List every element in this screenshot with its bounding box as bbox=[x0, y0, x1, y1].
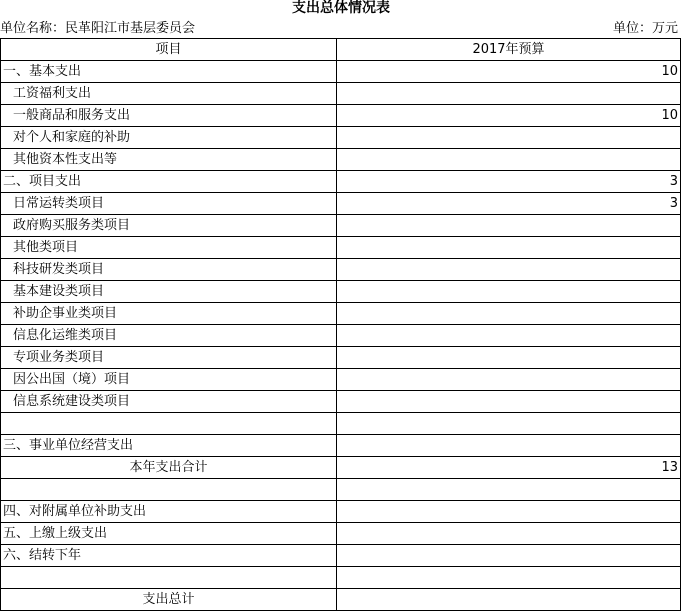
expenditure-table bbox=[0, 38, 681, 611]
table-body bbox=[1, 61, 681, 611]
column-header-item: 项目 bbox=[1, 39, 337, 61]
row-item-cell: 日常运转类项目 bbox=[1, 193, 337, 215]
row-item-cell: 本年支出合计 bbox=[1, 457, 337, 479]
row-item-cell: 一般商品和服务支出 bbox=[1, 105, 337, 127]
table-header-row bbox=[1, 39, 681, 61]
report-subheader bbox=[0, 19, 682, 38]
row-item-cell: 二、项目支出 bbox=[1, 171, 337, 193]
row-budget-cell bbox=[337, 523, 681, 545]
row-budget-cell bbox=[337, 413, 681, 435]
table-row bbox=[1, 435, 681, 457]
row-budget-cell bbox=[337, 501, 681, 523]
row-budget-cell bbox=[337, 83, 681, 105]
table-row bbox=[1, 501, 681, 523]
unit-measure-label: 单位：万元 bbox=[612, 21, 678, 36]
table-row bbox=[1, 347, 681, 369]
row-item-cell: 基本建设类项目 bbox=[1, 281, 337, 303]
row-budget-cell: 3 bbox=[337, 171, 681, 193]
row-budget-cell bbox=[337, 325, 681, 347]
page-title: 支出总体情况表 bbox=[292, 0, 390, 16]
row-budget-cell bbox=[337, 149, 681, 171]
table-row bbox=[1, 83, 681, 105]
row-item-cell: 支出总计 bbox=[1, 589, 337, 611]
table-row bbox=[1, 149, 681, 171]
unit-name-label: 单位名称：民革阳江市基层委员会 bbox=[0, 21, 196, 36]
table-row bbox=[1, 545, 681, 567]
row-item-cell: 四、对附属单位补助支出 bbox=[1, 501, 337, 523]
row-item-cell: 其他类项目 bbox=[1, 237, 337, 259]
table-row bbox=[1, 369, 681, 391]
table-row bbox=[1, 567, 681, 589]
row-budget-cell: 10 bbox=[337, 61, 681, 83]
table-row bbox=[1, 105, 681, 127]
table-row bbox=[1, 127, 681, 149]
table-row bbox=[1, 193, 681, 215]
row-budget-cell bbox=[337, 259, 681, 281]
table-row bbox=[1, 523, 681, 545]
row-budget-cell bbox=[337, 545, 681, 567]
row-budget-cell bbox=[337, 589, 681, 611]
row-item-cell: 对个人和家庭的补助 bbox=[1, 127, 337, 149]
row-item-cell: 科技研发类项目 bbox=[1, 259, 337, 281]
row-item-cell bbox=[1, 479, 337, 501]
row-item-cell: 五、上缴上级支出 bbox=[1, 523, 337, 545]
row-budget-cell bbox=[337, 237, 681, 259]
row-budget-cell bbox=[337, 391, 681, 413]
table-row bbox=[1, 171, 681, 193]
table-row bbox=[1, 215, 681, 237]
row-budget-cell bbox=[337, 281, 681, 303]
table-row bbox=[1, 303, 681, 325]
row-budget-cell bbox=[337, 567, 681, 589]
row-budget-cell bbox=[337, 435, 681, 457]
row-item-cell: 其他资本性支出等 bbox=[1, 149, 337, 171]
table-row bbox=[1, 413, 681, 435]
table-row bbox=[1, 237, 681, 259]
table-row bbox=[1, 259, 681, 281]
table-row bbox=[1, 281, 681, 303]
row-item-cell: 信息化运维类项目 bbox=[1, 325, 337, 347]
row-item-cell: 专项业务类项目 bbox=[1, 347, 337, 369]
table-row bbox=[1, 457, 681, 479]
row-item-cell: 六、结转下年 bbox=[1, 545, 337, 567]
row-item-cell: 政府购买服务类项目 bbox=[1, 215, 337, 237]
column-header-budget: 2017年预算 bbox=[337, 39, 681, 61]
row-budget-cell bbox=[337, 215, 681, 237]
row-item-cell: 工资福利支出 bbox=[1, 83, 337, 105]
row-budget-cell bbox=[337, 369, 681, 391]
table-row bbox=[1, 479, 681, 501]
row-budget-cell bbox=[337, 479, 681, 501]
row-item-cell: 一、基本支出 bbox=[1, 61, 337, 83]
row-item-cell bbox=[1, 413, 337, 435]
row-item-cell: 三、事业单位经营支出 bbox=[1, 435, 337, 457]
row-budget-cell bbox=[337, 347, 681, 369]
table-row bbox=[1, 391, 681, 413]
row-budget-cell: 10 bbox=[337, 105, 681, 127]
table-row bbox=[1, 61, 681, 83]
row-item-cell: 因公出国（境）项目 bbox=[1, 369, 337, 391]
table-row bbox=[1, 589, 681, 611]
row-item-cell: 信息系统建设类项目 bbox=[1, 391, 337, 413]
row-budget-cell: 3 bbox=[337, 193, 681, 215]
row-budget-cell: 13 bbox=[337, 457, 681, 479]
row-budget-cell bbox=[337, 127, 681, 149]
row-item-cell: 补助企事业类项目 bbox=[1, 303, 337, 325]
row-budget-cell bbox=[337, 303, 681, 325]
row-item-cell bbox=[1, 567, 337, 589]
table-row bbox=[1, 325, 681, 347]
